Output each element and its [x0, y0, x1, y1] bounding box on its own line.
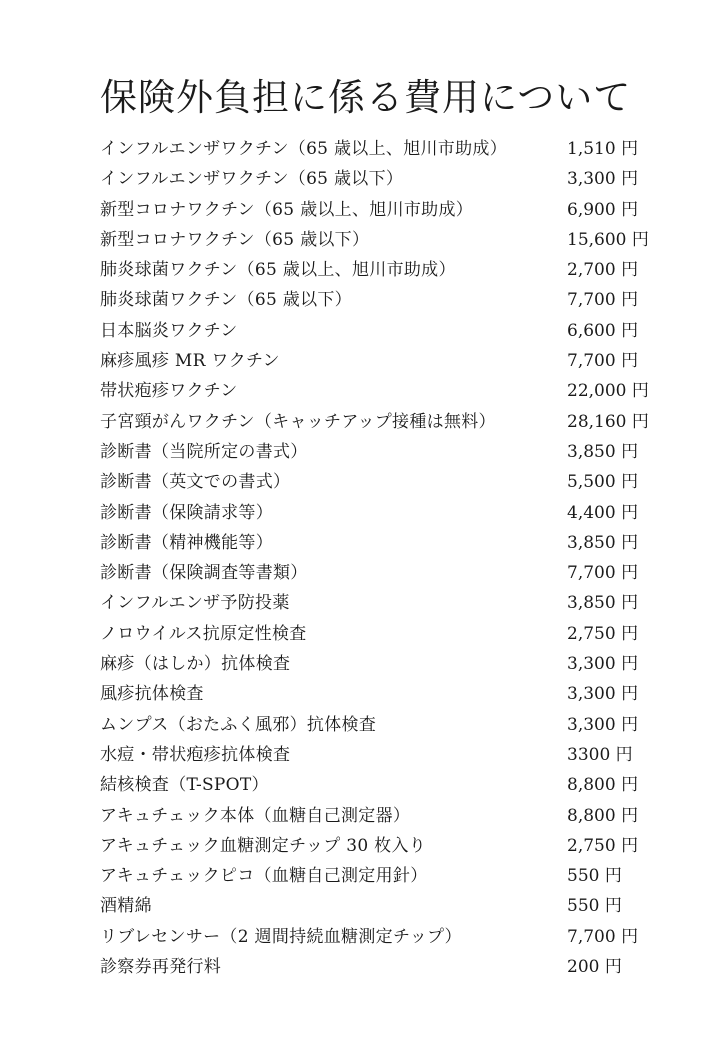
- fee-item-name: 麻疹風疹 MR ワクチン: [100, 351, 280, 372]
- fee-item-price: 3,850 円: [567, 441, 639, 462]
- fee-item-name: 肺炎球菌ワクチン（65 歳以上、旭川市助成）: [100, 260, 456, 281]
- fee-row: [100, 588, 680, 618]
- fee-item-name: ノロウイルス抗原定性検査: [100, 623, 307, 644]
- fee-row: [100, 195, 680, 225]
- fee-item-price: 2,700 円: [567, 260, 639, 281]
- fee-item-name: リブレセンサー（2 週間持続血糖測定チップ）: [100, 926, 462, 947]
- fee-item-price: 550 円: [567, 866, 622, 887]
- fee-item-price: 3,300 円: [567, 684, 639, 705]
- fee-item-price: 7,700 円: [567, 563, 639, 584]
- fee-row: [100, 831, 680, 861]
- fee-item-name: インフルエンザワクチン（65 歳以上、旭川市助成）: [100, 139, 508, 159]
- fee-row: [100, 498, 680, 528]
- fee-item-price: 550 円: [567, 896, 622, 917]
- fee-row: [100, 528, 680, 558]
- fee-item-price: 3,850 円: [567, 532, 639, 553]
- fee-item-price: 7,700 円: [567, 351, 639, 372]
- fee-item-name: 新型コロナワクチン（65 歳以下）: [100, 229, 370, 250]
- fee-item-price: 200 円: [567, 957, 622, 978]
- fee-row: [100, 861, 680, 891]
- fee-item-name: 診察券再発行料: [100, 957, 222, 978]
- fee-row: [100, 346, 680, 376]
- fee-list: [100, 134, 680, 982]
- fee-item-price: 4,400 円: [567, 502, 639, 523]
- fee-row: [100, 679, 680, 709]
- fee-row: [100, 407, 680, 437]
- fee-item-name: 結核検査（T-SPOT）: [100, 775, 269, 796]
- fee-row: [100, 922, 680, 952]
- fee-item-price: 2,750 円: [567, 835, 639, 856]
- page-title: 保険外負担に係る費用について: [100, 76, 632, 119]
- fee-item-price: 22,000 円: [567, 381, 649, 402]
- fee-row: [100, 558, 680, 588]
- fee-item-name: 診断書（英文での書式）: [100, 472, 291, 493]
- fee-row: [100, 891, 680, 921]
- fee-row: [100, 255, 680, 285]
- fee-item-price: 8,800 円: [567, 805, 639, 826]
- fee-row: [100, 649, 680, 679]
- fee-row: [100, 467, 680, 497]
- fee-row: [100, 740, 680, 770]
- fee-item-name: アキュチェック本体（血糖自己測定器）: [100, 805, 411, 826]
- fee-item-price: 3,850 円: [567, 593, 639, 614]
- fee-item-name: インフルエンザワクチン（65 歳以下）: [100, 169, 404, 190]
- fee-item-price: 6,900 円: [567, 199, 639, 220]
- fee-row: [100, 134, 680, 164]
- fee-row: [100, 801, 680, 831]
- fee-row: [100, 770, 680, 800]
- fee-item-name: 肺炎球菌ワクチン（65 歳以下）: [100, 290, 352, 311]
- fee-item-name: 酒精綿: [100, 896, 152, 917]
- fee-item-name: 風疹抗体検査: [100, 684, 204, 705]
- fee-item-price: 28,160 円: [567, 411, 649, 432]
- fee-item-name: アキュチェックピコ（血糖自己測定用針）: [100, 866, 428, 887]
- fee-row: [100, 225, 680, 255]
- fee-item-name: 帯状疱疹ワクチン: [100, 381, 238, 402]
- fee-item-name: 診断書（精神機能等）: [100, 532, 273, 553]
- fee-item-price: 3,300 円: [567, 169, 639, 190]
- fee-item-price: 7,700 円: [567, 926, 639, 947]
- fee-item-name: 診断書（当院所定の書式）: [100, 441, 308, 462]
- fee-item-name: 日本脳炎ワクチン: [100, 320, 238, 341]
- fee-item-price: 3300 円: [567, 744, 633, 765]
- fee-item-price: 5,500 円: [567, 472, 639, 493]
- fee-item-name: ムンプス（おたふく風邪）抗体検査: [100, 714, 377, 735]
- fee-item-price: 15,600 円: [567, 229, 649, 250]
- fee-item-price: 2,750 円: [567, 623, 639, 644]
- fee-item-name: 診断書（保険請求等）: [100, 502, 273, 523]
- fee-item-name: 診断書（保険調査等書類）: [100, 563, 308, 584]
- fee-item-price: 6,600 円: [567, 320, 639, 341]
- fee-row: [100, 437, 680, 467]
- fee-item-price: 3,300 円: [567, 654, 639, 675]
- fee-row: [100, 376, 680, 406]
- fee-item-name: アキュチェック血糖測定チップ 30 枚入り: [100, 835, 427, 856]
- fee-row: [100, 710, 680, 740]
- fee-row: [100, 619, 680, 649]
- fee-item-name: 水痘・帯状疱疹抗体検査: [100, 744, 291, 765]
- fee-item-price: 7,700 円: [567, 290, 639, 311]
- fee-row: [100, 316, 680, 346]
- fee-item-name: インフルエンザ予防投薬: [100, 593, 290, 614]
- fee-item-name: 麻疹（はしか）抗体検査: [100, 654, 291, 675]
- fee-item-name: 子宮頸がんワクチン（キャッチアップ接種は無料）: [100, 411, 496, 432]
- fee-row: [100, 952, 680, 982]
- fee-item-price: 8,800 円: [567, 775, 639, 796]
- fee-item-price: 3,300 円: [567, 714, 639, 735]
- fee-item-name: 新型コロナワクチン（65 歳以上、旭川市助成）: [100, 199, 474, 220]
- fee-item-price: 1,510 円: [567, 139, 639, 159]
- fee-row: [100, 164, 680, 194]
- fee-row: [100, 285, 680, 315]
